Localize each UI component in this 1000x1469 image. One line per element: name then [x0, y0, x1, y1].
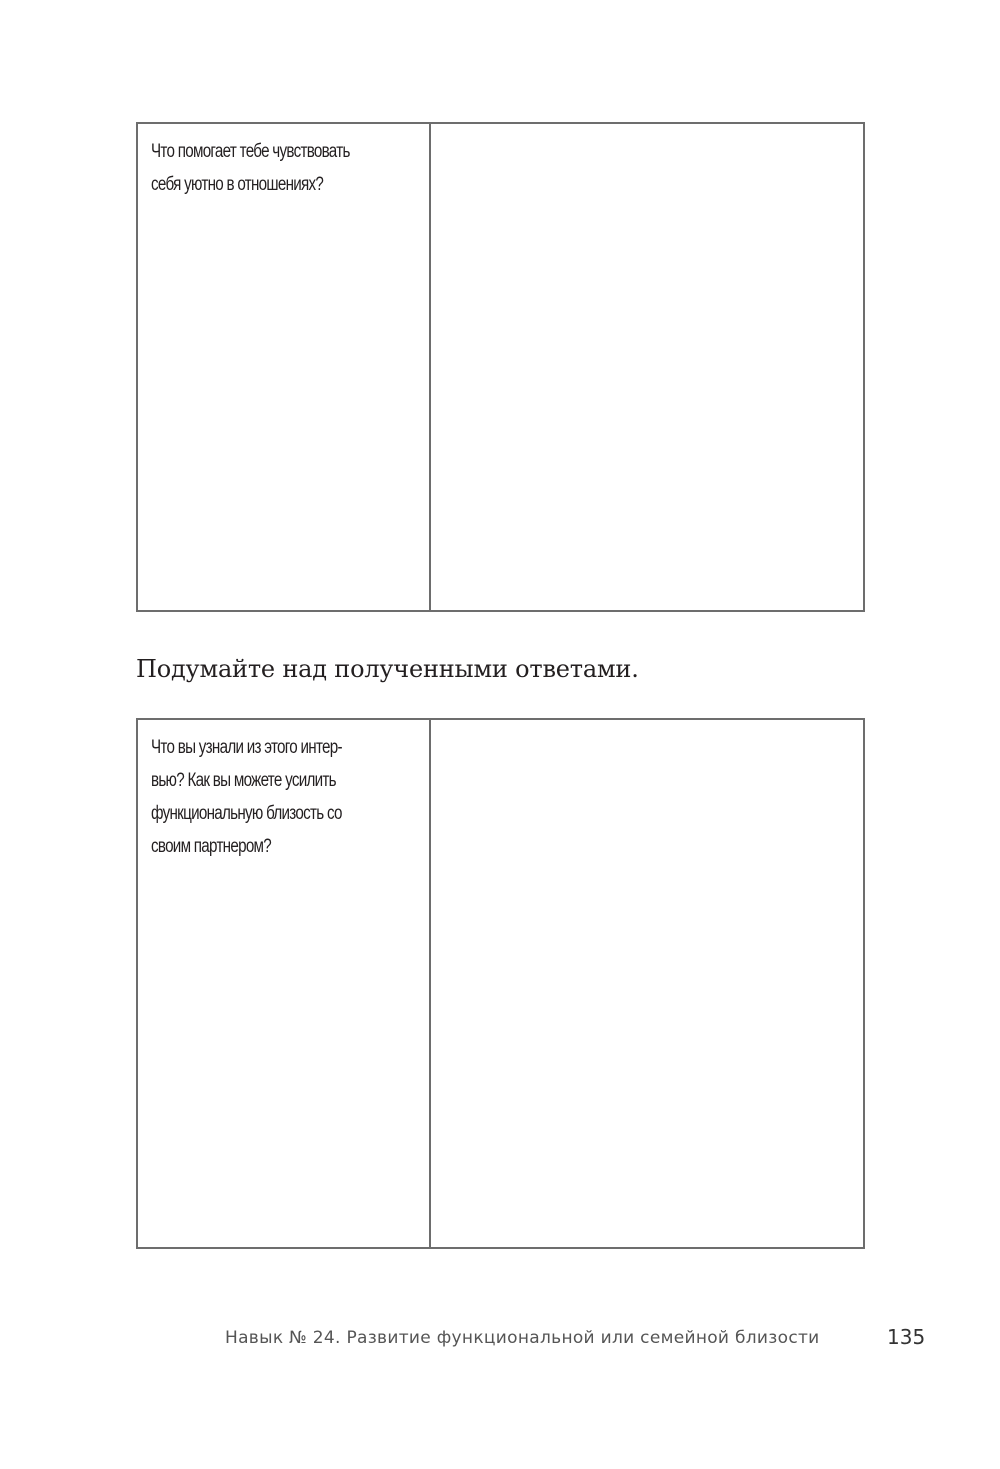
question-text: Что помогает тебе чувствовать себя уютно в отношениях?	[151, 141, 350, 195]
question-table-1	[136, 122, 865, 612]
section-heading: Подумайте над полученными ответами.	[136, 655, 639, 683]
question-cell	[138, 124, 431, 610]
answer-cell[interactable]	[431, 124, 863, 610]
question-table-2	[136, 718, 865, 1249]
answer-cell[interactable]	[431, 720, 863, 1247]
running-title: Навык № 24. Развитие функциональной или семейной близости	[225, 1328, 820, 1348]
question-text: Что вы узнали из этого интер- вью? Как вы можете усилить функциональную близость со своим партнером?	[151, 737, 342, 857]
page-number: 135	[887, 1325, 926, 1349]
question-cell	[138, 720, 431, 1247]
